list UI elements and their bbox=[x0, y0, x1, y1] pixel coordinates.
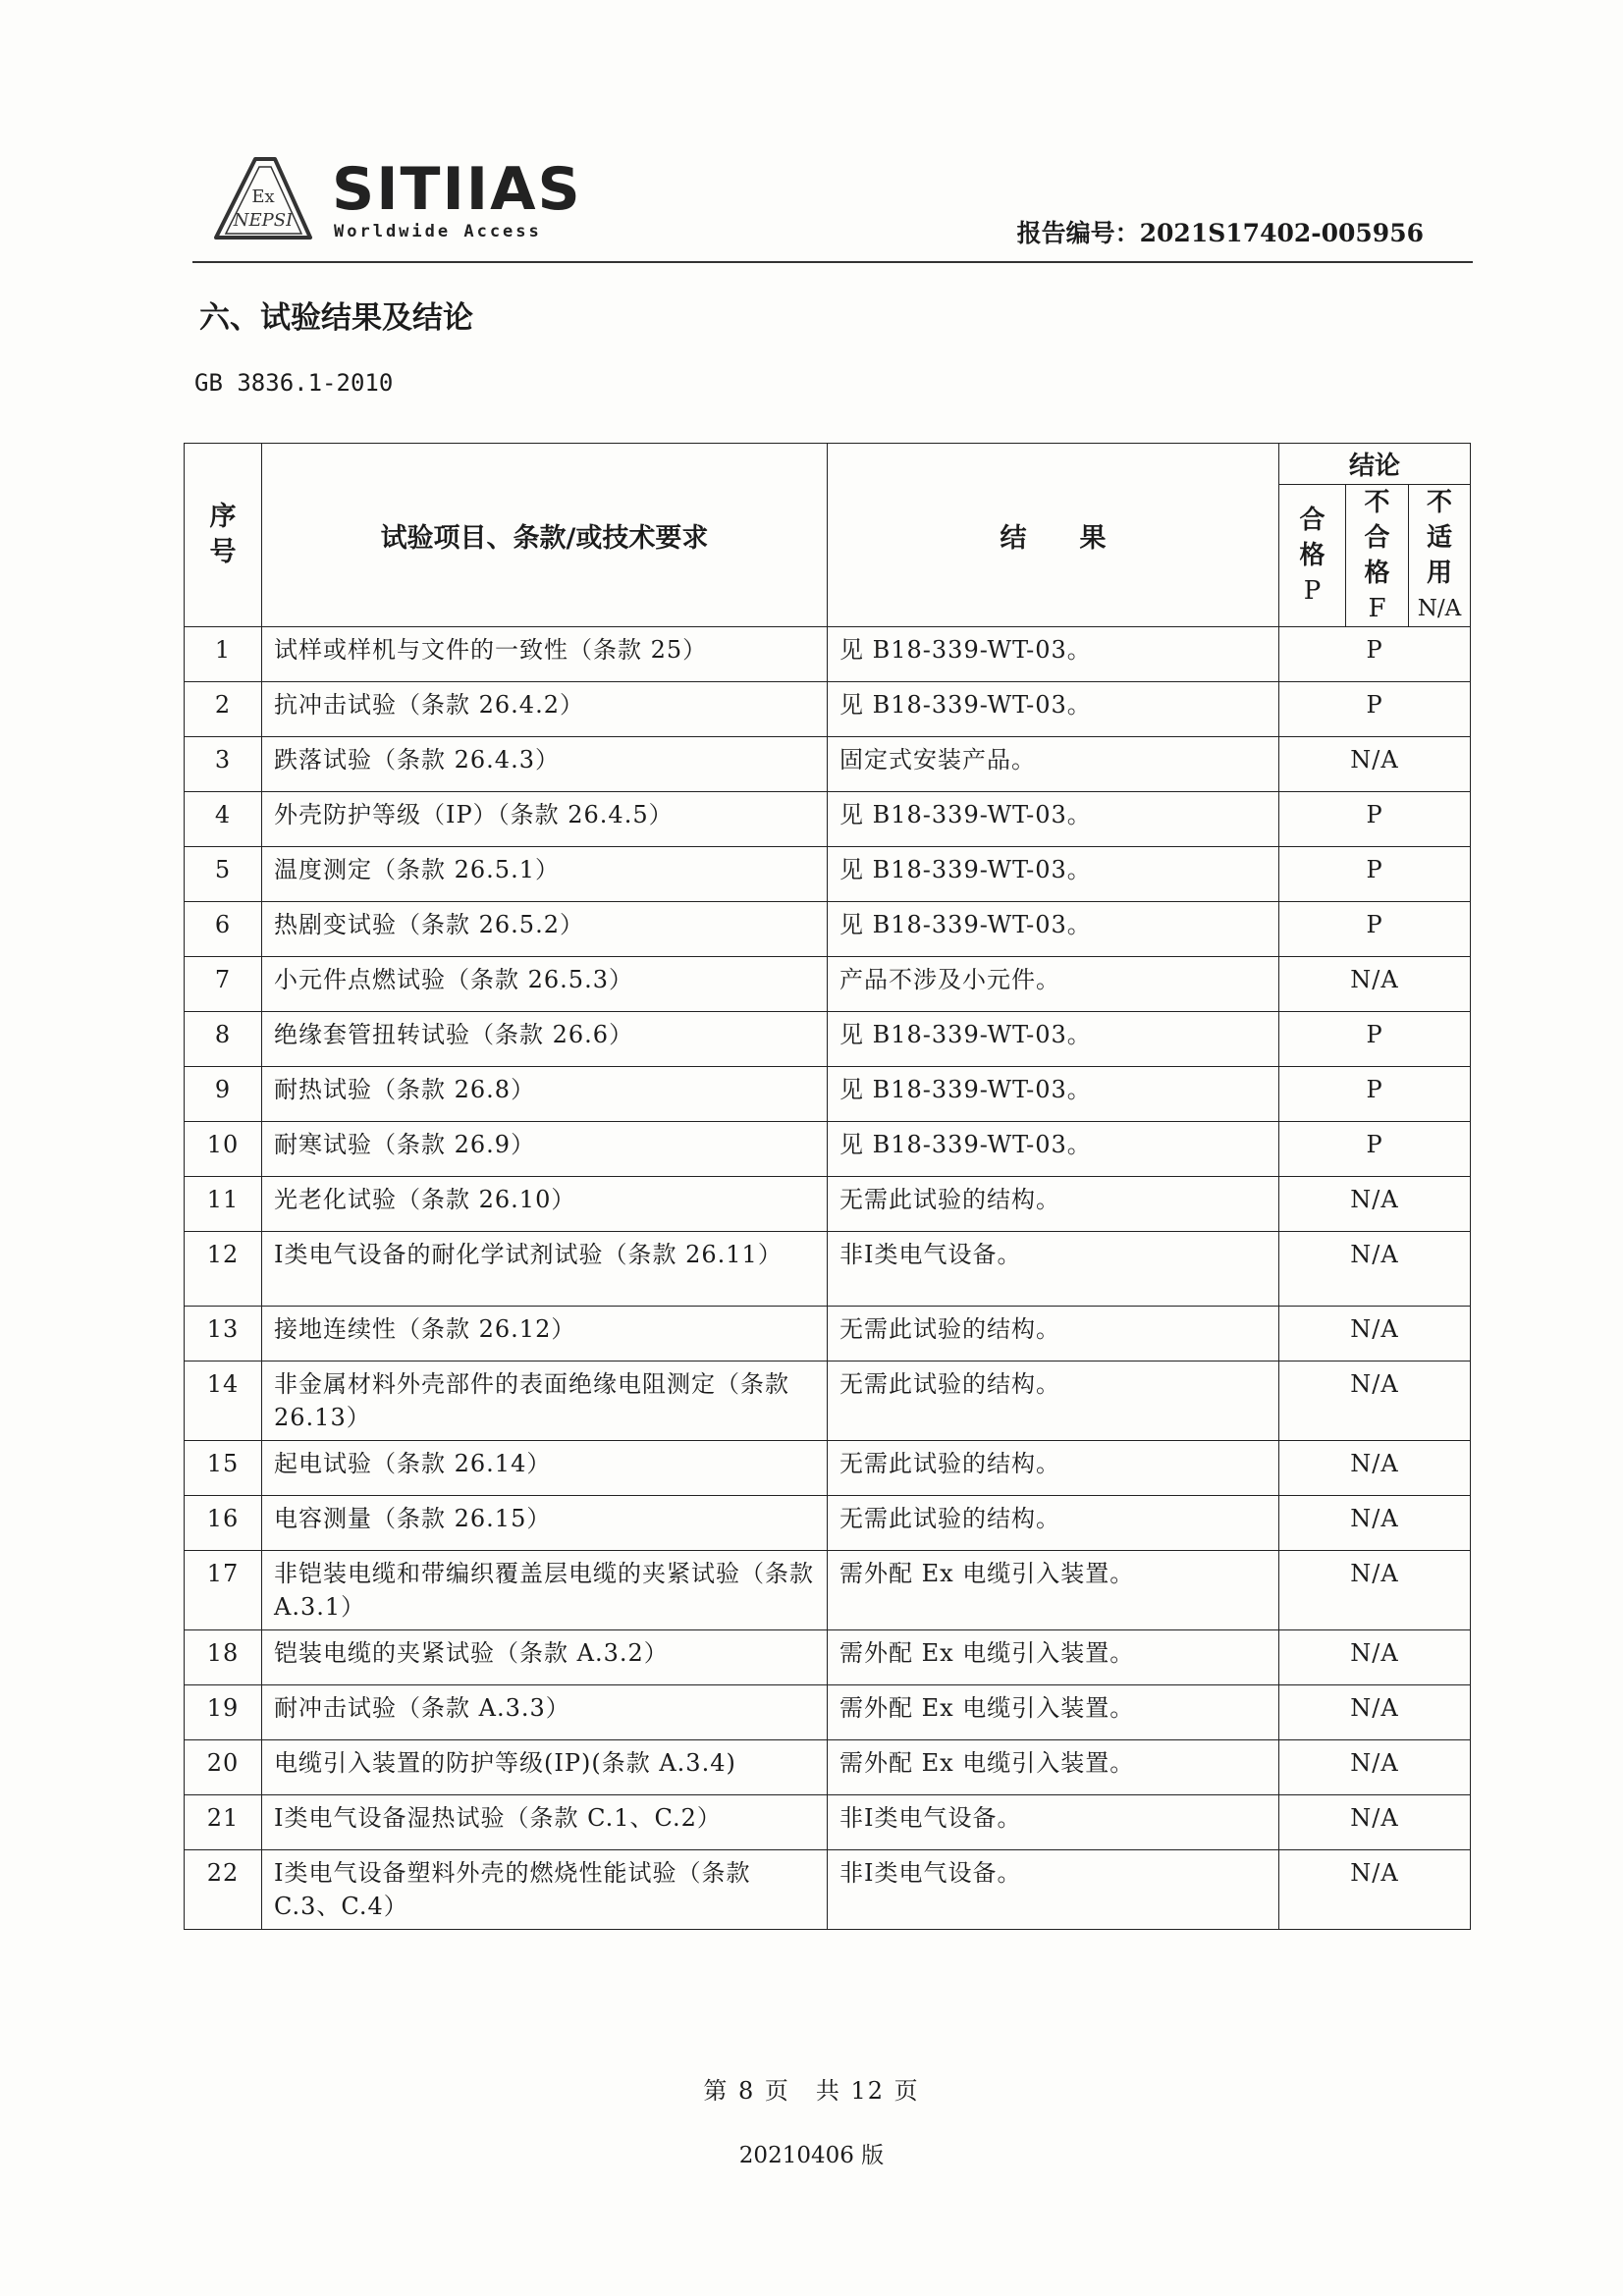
row-conclusion: P bbox=[1279, 1067, 1471, 1122]
table-row bbox=[185, 682, 1471, 737]
row-result: 无需此试验的结构。 bbox=[828, 1307, 1279, 1362]
table-row bbox=[185, 1177, 1471, 1232]
row-result: 需外配 Ex 电缆引入装置。 bbox=[828, 1685, 1279, 1740]
brand-tagline: Worldwide Access bbox=[334, 222, 542, 241]
header-seq: 序 号 bbox=[185, 444, 262, 627]
row-number: 6 bbox=[185, 902, 262, 957]
row-conclusion: N/A bbox=[1279, 1630, 1471, 1685]
row-result: 产品不涉及小元件。 bbox=[828, 957, 1279, 1012]
row-conclusion: N/A bbox=[1279, 1740, 1471, 1795]
table-row bbox=[185, 1232, 1471, 1307]
results-table bbox=[184, 443, 1471, 1930]
header-na: 不 适 用 N/A bbox=[1409, 485, 1471, 627]
row-number: 2 bbox=[185, 682, 262, 737]
table-row bbox=[185, 1795, 1471, 1850]
table-row bbox=[185, 627, 1471, 682]
row-number: 13 bbox=[185, 1307, 262, 1362]
row-result: 见 B18-339-WT-03。 bbox=[828, 627, 1279, 682]
row-conclusion: N/A bbox=[1279, 957, 1471, 1012]
row-item: Ⅰ类电气设备塑料外壳的燃烧性能试验（条款 C.3、C.4） bbox=[262, 1850, 828, 1930]
row-result: 需外配 Ex 电缆引入装置。 bbox=[828, 1630, 1279, 1685]
row-result: 见 B18-339-WT-03。 bbox=[828, 682, 1279, 737]
header-result: 结 果 bbox=[828, 444, 1279, 627]
row-number: 1 bbox=[185, 627, 262, 682]
row-conclusion: N/A bbox=[1279, 737, 1471, 792]
row-result: 固定式安装产品。 bbox=[828, 737, 1279, 792]
row-item: 绝缘套管扭转试验（条款 26.6） bbox=[262, 1012, 828, 1067]
row-item: 试样或样机与文件的一致性（条款 25） bbox=[262, 627, 828, 682]
row-result: 无需此试验的结构。 bbox=[828, 1177, 1279, 1232]
row-number: 4 bbox=[185, 792, 262, 847]
row-conclusion: P bbox=[1279, 792, 1471, 847]
row-number: 3 bbox=[185, 737, 262, 792]
row-conclusion: N/A bbox=[1279, 1177, 1471, 1232]
row-item: 非铠装电缆和带编织覆盖层电缆的夹紧试验（条款 A.3.1） bbox=[262, 1551, 828, 1630]
header-divider bbox=[192, 261, 1473, 263]
row-result: 见 B18-339-WT-03。 bbox=[828, 1067, 1279, 1122]
table-row bbox=[185, 1441, 1471, 1496]
row-number: 15 bbox=[185, 1441, 262, 1496]
table-row bbox=[185, 1740, 1471, 1795]
table-row bbox=[185, 1496, 1471, 1551]
row-conclusion: P bbox=[1279, 627, 1471, 682]
table-row bbox=[185, 1122, 1471, 1177]
row-item: 非金属材料外壳部件的表面绝缘电阻测定（条款 26.13） bbox=[262, 1362, 828, 1441]
header-item: 试验项目、条款/或技术要求 bbox=[262, 444, 828, 627]
row-item: 温度测定（条款 26.5.1） bbox=[262, 847, 828, 902]
row-result: 非Ⅰ类电气设备。 bbox=[828, 1232, 1279, 1307]
standard-number: GB 3836.1-2010 bbox=[194, 369, 394, 397]
row-number: 5 bbox=[185, 847, 262, 902]
row-item: 耐冲击试验（条款 A.3.3） bbox=[262, 1685, 828, 1740]
row-item: 小元件点燃试验（条款 26.5.3） bbox=[262, 957, 828, 1012]
table-row bbox=[185, 902, 1471, 957]
table-row bbox=[185, 957, 1471, 1012]
table-row bbox=[185, 1685, 1471, 1740]
row-result: 见 B18-339-WT-03。 bbox=[828, 1012, 1279, 1067]
row-result: 见 B18-339-WT-03。 bbox=[828, 1122, 1279, 1177]
row-number: 10 bbox=[185, 1122, 262, 1177]
row-item: 抗冲击试验（条款 26.4.2） bbox=[262, 682, 828, 737]
row-number: 7 bbox=[185, 957, 262, 1012]
row-conclusion: P bbox=[1279, 682, 1471, 737]
row-number: 11 bbox=[185, 1177, 262, 1232]
table-row bbox=[185, 1630, 1471, 1685]
row-conclusion: P bbox=[1279, 902, 1471, 957]
table-row bbox=[185, 1012, 1471, 1067]
row-item: 跌落试验（条款 26.4.3） bbox=[262, 737, 828, 792]
row-item: 热剧变试验（条款 26.5.2） bbox=[262, 902, 828, 957]
row-conclusion: N/A bbox=[1279, 1850, 1471, 1930]
table-row bbox=[185, 1362, 1471, 1441]
table-row bbox=[185, 847, 1471, 902]
row-item: 电缆引入装置的防护等级(IP)(条款 A.3.4) bbox=[262, 1740, 828, 1795]
table-row bbox=[185, 1850, 1471, 1930]
row-number: 12 bbox=[185, 1232, 262, 1307]
row-conclusion: N/A bbox=[1279, 1551, 1471, 1630]
row-item: 外壳防护等级（IP）（条款 26.4.5） bbox=[262, 792, 828, 847]
row-number: 16 bbox=[185, 1496, 262, 1551]
row-result: 无需此试验的结构。 bbox=[828, 1441, 1279, 1496]
row-conclusion: N/A bbox=[1279, 1362, 1471, 1441]
header-fail: 不 合 格 F bbox=[1346, 485, 1409, 627]
row-result: 非Ⅰ类电气设备。 bbox=[828, 1795, 1279, 1850]
row-item: 接地连续性（条款 26.12） bbox=[262, 1307, 828, 1362]
row-result: 见 B18-339-WT-03。 bbox=[828, 847, 1279, 902]
header-pass: 合 格 P bbox=[1279, 485, 1346, 627]
row-conclusion: N/A bbox=[1279, 1795, 1471, 1850]
table-row bbox=[185, 1067, 1471, 1122]
table-row bbox=[185, 792, 1471, 847]
row-conclusion: N/A bbox=[1279, 1232, 1471, 1307]
row-conclusion: P bbox=[1279, 1012, 1471, 1067]
row-number: 14 bbox=[185, 1362, 262, 1441]
row-conclusion: N/A bbox=[1279, 1307, 1471, 1362]
row-number: 22 bbox=[185, 1850, 262, 1930]
table-row bbox=[185, 1307, 1471, 1362]
row-result: 无需此试验的结构。 bbox=[828, 1362, 1279, 1441]
table-row bbox=[185, 737, 1471, 792]
row-conclusion: P bbox=[1279, 1122, 1471, 1177]
row-item: 耐热试验（条款 26.8） bbox=[262, 1067, 828, 1122]
logo-badge-top: Ex bbox=[251, 187, 275, 207]
page-number: 第 8 页 共 12 页 bbox=[703, 2077, 920, 2105]
row-item: 铠装电缆的夹紧试验（条款 A.3.2） bbox=[262, 1630, 828, 1685]
row-item: Ⅰ类电气设备的耐化学试剂试验（条款 26.11） bbox=[262, 1232, 828, 1307]
header-conclusion: 结论 bbox=[1279, 444, 1471, 485]
brand-name: SITIIAS bbox=[332, 155, 582, 224]
form-version: 20210406 版 bbox=[738, 2143, 885, 2168]
row-conclusion: P bbox=[1279, 847, 1471, 902]
row-item: 光老化试验（条款 26.10） bbox=[262, 1177, 828, 1232]
row-number: 9 bbox=[185, 1067, 262, 1122]
row-item: 起电试验（条款 26.14） bbox=[262, 1441, 828, 1496]
row-result: 见 B18-339-WT-03。 bbox=[828, 792, 1279, 847]
row-result: 需外配 Ex 电缆引入装置。 bbox=[828, 1551, 1279, 1630]
row-result: 见 B18-339-WT-03。 bbox=[828, 902, 1279, 957]
row-number: 8 bbox=[185, 1012, 262, 1067]
row-result: 无需此试验的结构。 bbox=[828, 1496, 1279, 1551]
row-item: 耐寒试验（条款 26.9） bbox=[262, 1122, 828, 1177]
row-result: 非Ⅰ类电气设备。 bbox=[828, 1850, 1279, 1930]
row-number: 20 bbox=[185, 1740, 262, 1795]
logo-badge-bottom: NEPSI bbox=[233, 210, 294, 231]
row-number: 21 bbox=[185, 1795, 262, 1850]
section-title: 六、试验结果及结论 bbox=[199, 300, 473, 336]
row-result: 需外配 Ex 电缆引入装置。 bbox=[828, 1740, 1279, 1795]
row-conclusion: N/A bbox=[1279, 1496, 1471, 1551]
row-number: 19 bbox=[185, 1685, 262, 1740]
row-number: 18 bbox=[185, 1630, 262, 1685]
row-item: Ⅰ类电气设备湿热试验（条款 C.1、C.2） bbox=[262, 1795, 828, 1850]
row-conclusion: N/A bbox=[1279, 1441, 1471, 1496]
row-item: 电容测量（条款 26.15） bbox=[262, 1496, 828, 1551]
row-conclusion: N/A bbox=[1279, 1685, 1471, 1740]
row-number: 17 bbox=[185, 1551, 262, 1630]
table-row bbox=[185, 1551, 1471, 1630]
report-number: 报告编号：2021S17402-005956 bbox=[1016, 219, 1424, 247]
